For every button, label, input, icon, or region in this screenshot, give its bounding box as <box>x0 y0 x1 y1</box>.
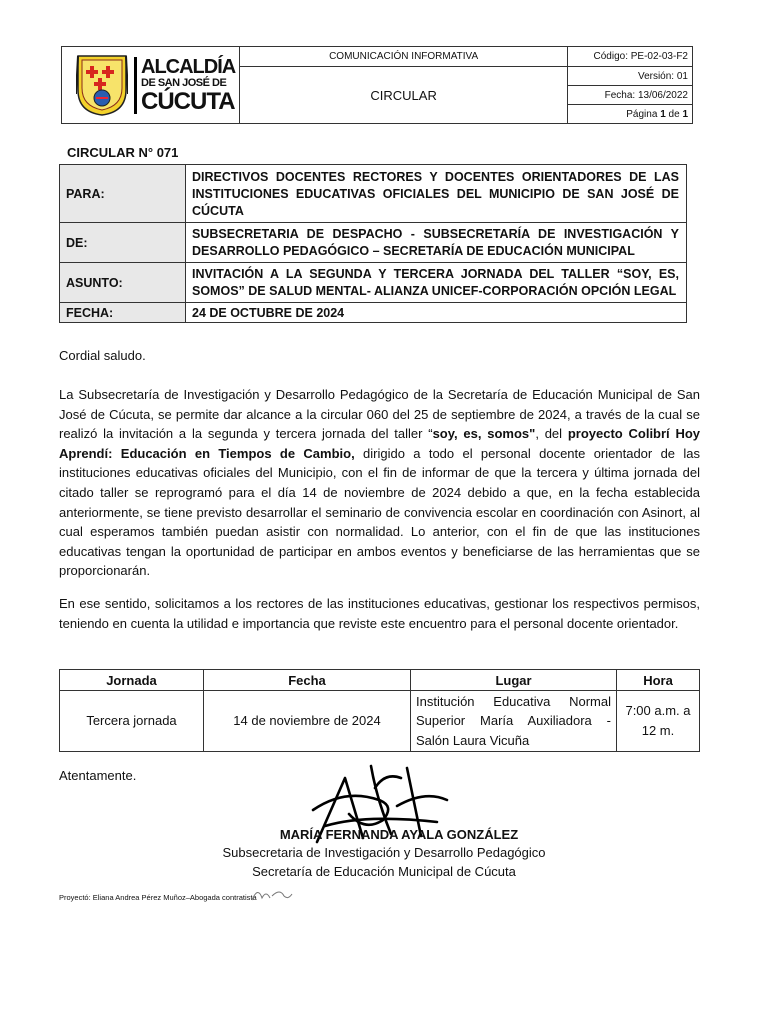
signatory-title-2: Secretaría de Educación Municipal de Cúcuta <box>252 864 516 879</box>
agenda-header: Hora <box>617 670 700 691</box>
document-header <box>61 46 693 124</box>
meta-label: PARA: <box>60 165 186 223</box>
pagina-prefix: Página <box>626 108 661 120</box>
version-label: Versión: 01 <box>568 67 693 86</box>
logo-line-1: ALCALDÍA <box>141 55 236 78</box>
initials-signature <box>250 884 294 904</box>
circular-meta-table <box>59 164 687 323</box>
table-row <box>60 691 700 752</box>
agenda-header-row <box>60 670 700 691</box>
meta-value: 24 DE OCTUBRE DE 2024 <box>186 303 687 323</box>
codigo-label: Código: PE-02-03-F2 <box>568 47 693 67</box>
coat-of-arms-icon <box>76 54 128 116</box>
agenda-header: Lugar <box>411 670 617 691</box>
logo-cell <box>62 47 240 124</box>
comunicacion-label: COMUNICACIÓN INFORMATIVA <box>240 47 568 67</box>
agenda-cell-fecha: 14 de noviembre de 2024 <box>204 691 411 752</box>
pagina-label <box>568 105 693 124</box>
agenda-cell-hora: 7:00 a.m. a 12 m. <box>617 691 700 752</box>
meta-row-asunto <box>60 263 687 303</box>
pagina-mid: de <box>665 108 683 120</box>
alcaldia-logo <box>134 57 235 114</box>
body-paragraph-2: En ese sentido, solicitamos a los rectores de las instituciones educativas, gestionar los respectivos permisos, teniendo en cuenta la utilidad e importancia que reviste este encuentro para el personal docente orientador. <box>59 596 700 631</box>
signatory-name: MARÍA FERNANDA AYALA GONZÁLEZ <box>279 827 519 842</box>
pagina-total: 1 <box>682 108 688 120</box>
meta-value: SUBSECRETARIA DE DESPACHO - SUBSECRETARÍA DE INVESTIGACIÓN Y DESARROLLO PEDAGÓGICO – SECRETARÍA DE EDUCACIÓN MUNICIPAL <box>186 223 687 263</box>
meta-label: DE: <box>60 223 186 263</box>
signatory-title-1: Subsecretaria de Investigación y Desarrollo Pedagógico <box>222 845 546 860</box>
pagina-num: 1 <box>660 108 666 120</box>
p1-text-c: , del <box>535 426 568 442</box>
meta-row-fecha <box>60 303 687 323</box>
p1-workshop-name: soy, es, somos" <box>432 426 536 442</box>
logo-line-3: CÚCUTA <box>141 87 235 115</box>
circular-type: CIRCULAR <box>240 67 568 124</box>
fecha-label: Fecha: 13/06/2022 <box>568 86 693 105</box>
circular-number: CIRCULAR N° 071 <box>67 145 179 160</box>
meta-row-de <box>60 223 687 263</box>
agenda-cell-lugar: Institución Educativa Normal Superior María Auxiliadora - Salón Laura Vicuña <box>411 691 617 752</box>
agenda-table <box>59 669 700 752</box>
p1-project-name: proyecto Colibrí Hoy Aprendí: Educación en Tiempos de Cambio, <box>59 426 701 461</box>
meta-value: INVITACIÓN A LA SEGUNDA Y TERCERA JORNADA DEL TALLER “SOY, ES, SOMOS” DE SALUD MENTAL- ALIANZA UNICEF-CORPORACIÓN OPCIÓN LEGAL <box>186 263 687 303</box>
greeting: Cordial saludo. <box>59 348 146 363</box>
agenda-cell-jornada: Tercera jornada <box>60 691 204 752</box>
meta-row-para <box>60 165 687 223</box>
agenda-header: Fecha <box>204 670 411 691</box>
agenda-header: Jornada <box>60 670 204 691</box>
footer-project-credit: Proyectó: Eliana Andrea Pérez Muñoz–Abogada contratista <box>59 893 257 902</box>
logo-line-2: DE SAN JOSÉ DE <box>141 76 227 89</box>
p1-text-a: La Subsecretaría de Investigación y Desarrollo Pedagógico de la Secretaría de Educación Municipal de San José de Cúcuta, se permite dar alcance a la circular 060 del 25 de septiembre de 2024, a través de la cual se realizó la invitación a la segunda y tercera jornada del taller “ <box>59 387 700 442</box>
meta-label: FECHA: <box>60 303 186 323</box>
p1-text-e: dirigido a todo el personal docente orientador de las instituciones educativas oficiales del Municipio, con el fin de informar de que la tercera y última jornada del citado taller se reprogramó para el día 14 de noviembre de 2024 debido a que, en la fecha establecida anteriormente, se tiene previsto desarrollar el seminario de convivencia escolar en coordinación con Asinort, al cual esperamos también puedan asistir con normalidad. Lo anterior, con el fin de que las instituciones educativas tengan la oportunidad de participar en ambos eventos y beneficiarse de las herramientas que se proporcionarán. <box>59 445 700 579</box>
body-paragraph-1 <box>59 385 700 581</box>
meta-label: ASUNTO: <box>60 263 186 303</box>
meta-value: DIRECTIVOS DOCENTES RECTORES Y DOCENTES ORIENTADORES DE LAS INSTITUCIONES EDUCATIVAS OFICIALES DEL MUNICIPIO DE SAN JOSÉ DE CÚCUTA <box>186 165 687 223</box>
closing: Atentamente. <box>59 768 137 783</box>
